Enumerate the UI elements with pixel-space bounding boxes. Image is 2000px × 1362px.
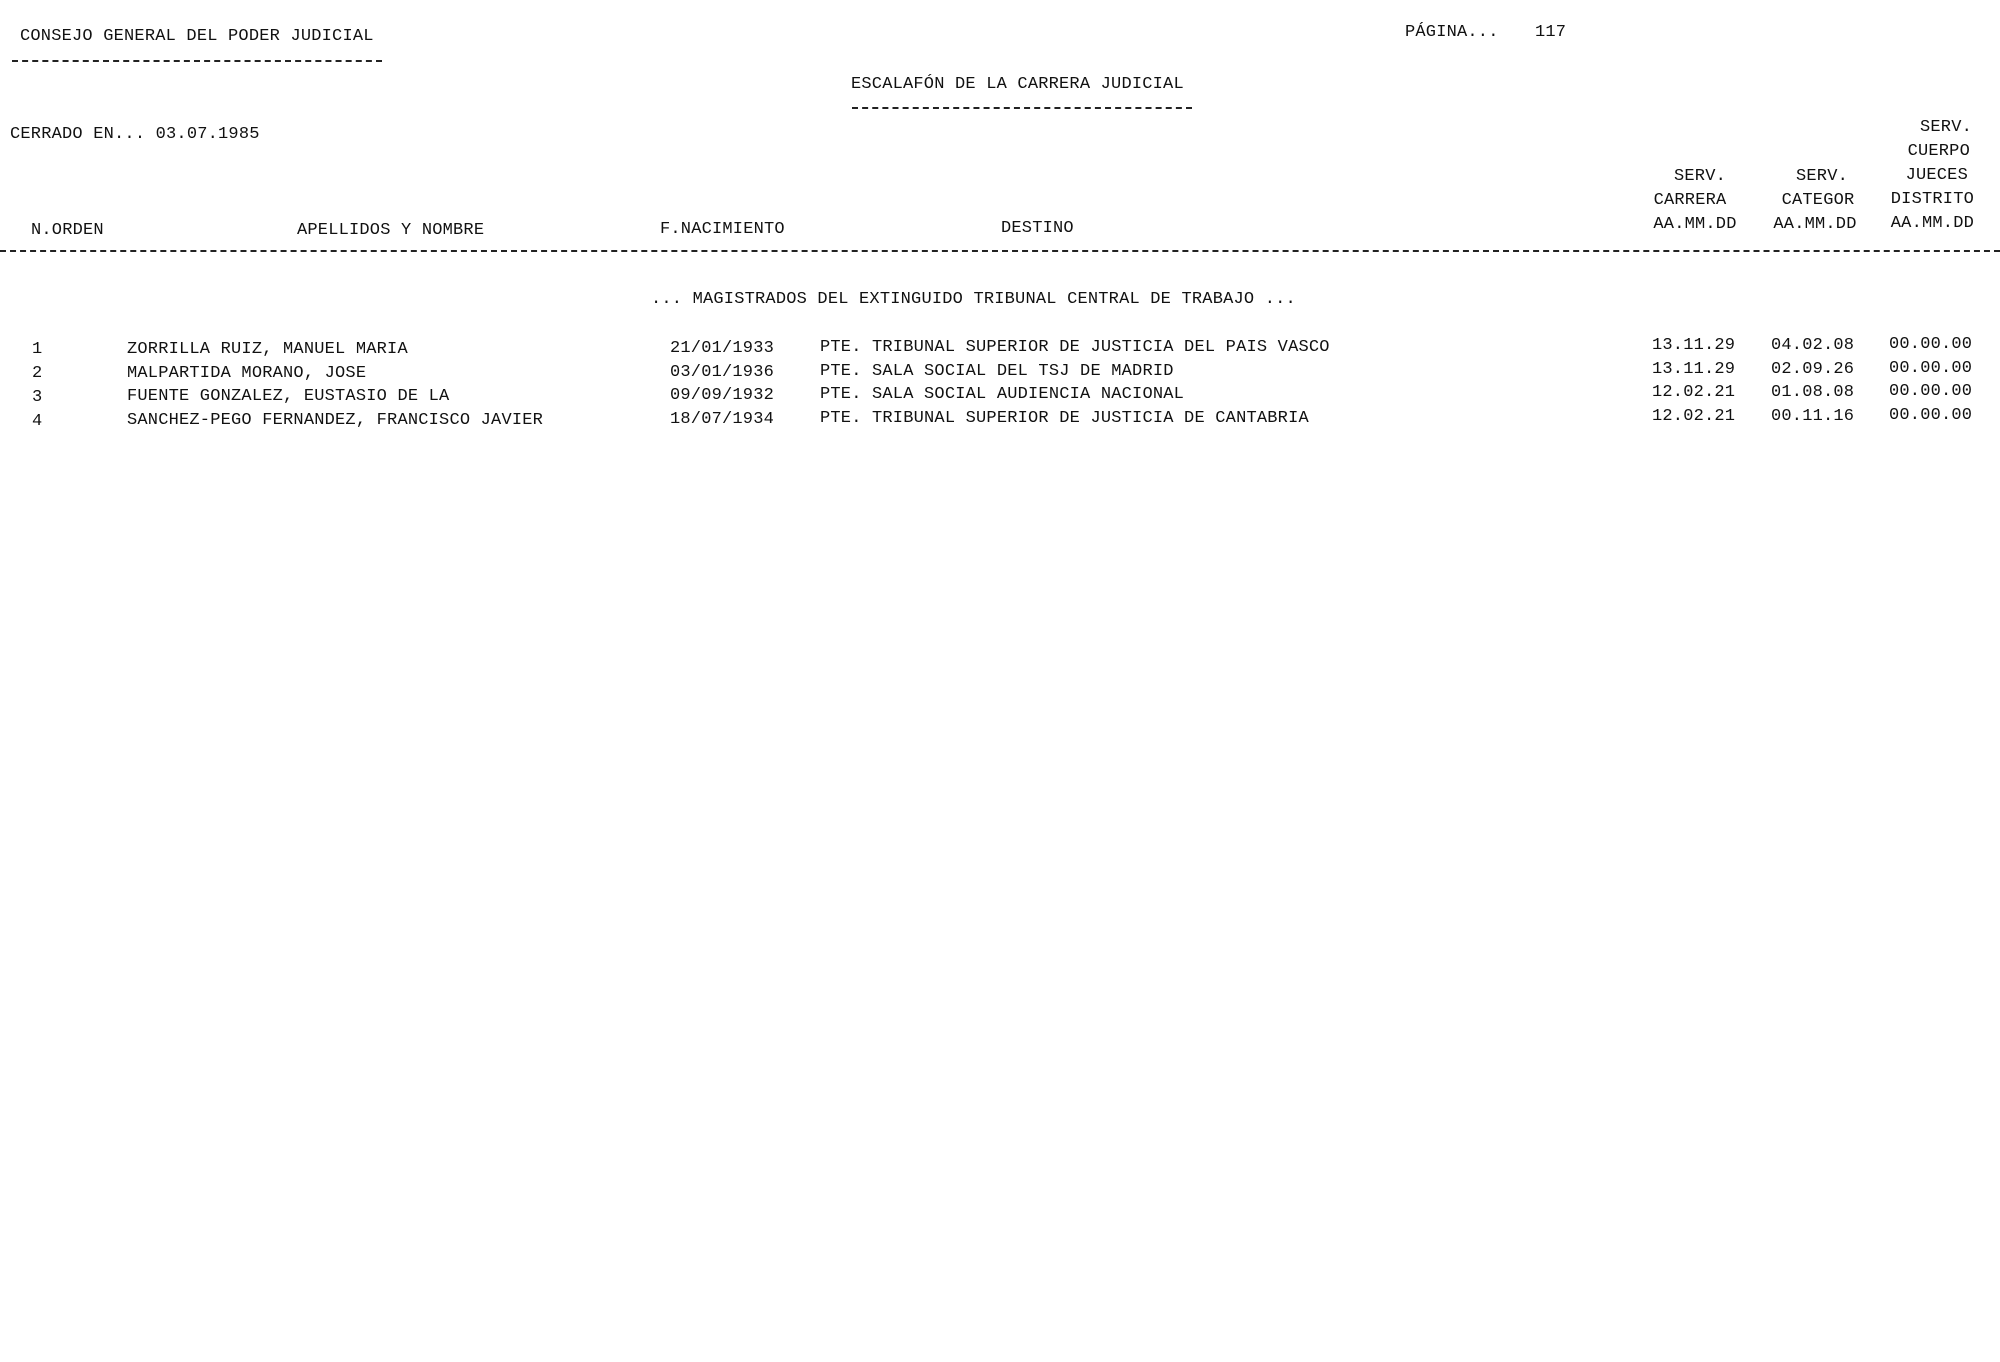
row-categor: 00.11.16 — [1771, 407, 1855, 426]
row-categor: 04.02.08 — [1771, 336, 1855, 355]
header-destino: DESTINO — [1001, 219, 1074, 238]
row-nombre: SANCHEZ-PEGO FERNANDEZ, FRANCISCO JAVIER — [127, 411, 544, 430]
row-destino: PTE. TRIBUNAL SUPERIOR DE JUSTICIA DE CANTABRIA — [820, 409, 1309, 428]
row-carrera: 12.02.21 — [1652, 383, 1736, 402]
header-cuerpo-line3: JUECES — [1905, 166, 1968, 185]
title-underline — [852, 107, 1192, 109]
header-carrera-line3: AA.MM.DD — [1653, 215, 1737, 234]
header-carrera-line2: CARRERA — [1653, 191, 1727, 210]
row-cuerpo: 00.00.00 — [1889, 359, 1973, 378]
header-orden: N.ORDEN — [31, 221, 104, 240]
header-categor-line1: SERV. — [1795, 167, 1848, 186]
row-destino: PTE. SALA SOCIAL AUDIENCIA NACIONAL — [820, 385, 1185, 404]
row-nacimiento: 18/07/1934 — [670, 410, 775, 429]
header-categor-line3: AA.MM.DD — [1773, 215, 1857, 234]
header-carrera-line1: SERV. — [1673, 167, 1726, 186]
row-orden: 3 — [32, 388, 43, 407]
row-categor: 02.09.26 — [1771, 360, 1855, 379]
row-orden: 2 — [32, 364, 43, 383]
row-destino: PTE. SALA SOCIAL DEL TSJ DE MADRID — [820, 362, 1174, 381]
row-orden: 1 — [32, 340, 43, 359]
row-nacimiento: 09/09/1932 — [670, 386, 775, 405]
header-cuerpo-line4: DISTRITO — [1890, 190, 1974, 209]
row-nombre: MALPARTIDA MORANO, JOSE — [127, 364, 367, 383]
row-carrera: 13.11.29 — [1652, 336, 1736, 355]
page-number: 117 — [1535, 23, 1567, 42]
header-cuerpo-line5: AA.MM.DD — [1890, 214, 1974, 233]
closed-date: CERRADO EN... 03.07.1985 — [10, 125, 260, 144]
header-separator — [0, 250, 2000, 252]
header-cuerpo-line1: SERV. — [1919, 118, 1972, 137]
row-nombre: ZORRILLA RUIZ, MANUEL MARIA — [127, 340, 408, 359]
row-cuerpo: 00.00.00 — [1889, 382, 1973, 401]
organization-underline — [12, 60, 382, 62]
organization-name: CONSEJO GENERAL DEL PODER JUDICIAL — [20, 27, 374, 46]
row-categor: 01.08.08 — [1771, 383, 1855, 402]
row-cuerpo: 00.00.00 — [1889, 335, 1973, 354]
row-cuerpo: 00.00.00 — [1889, 406, 1973, 425]
row-nombre: FUENTE GONZALEZ, EUSTASIO DE LA — [127, 387, 450, 406]
section-title: ... MAGISTRADOS DEL EXTINGUIDO TRIBUNAL CENTRAL DE TRABAJO ... — [651, 290, 1296, 309]
header-nacimiento: F.NACIMIENTO — [660, 220, 785, 239]
header-categor-line2: CATEGOR — [1781, 191, 1855, 210]
page-label: PÁGINA... — [1405, 23, 1499, 42]
row-carrera: 13.11.29 — [1652, 360, 1736, 379]
row-nacimiento: 03/01/1936 — [670, 363, 775, 382]
row-orden: 4 — [32, 412, 43, 431]
row-nacimiento: 21/01/1933 — [670, 339, 775, 358]
row-carrera: 12.02.21 — [1652, 407, 1736, 426]
header-nombre: APELLIDOS Y NOMBRE — [297, 221, 485, 240]
document-title: ESCALAFÓN DE LA CARRERA JUDICIAL — [851, 75, 1184, 94]
row-destino: PTE. TRIBUNAL SUPERIOR DE JUSTICIA DEL PAIS VASCO — [820, 338, 1330, 357]
header-cuerpo-line2: CUERPO — [1907, 142, 1970, 161]
